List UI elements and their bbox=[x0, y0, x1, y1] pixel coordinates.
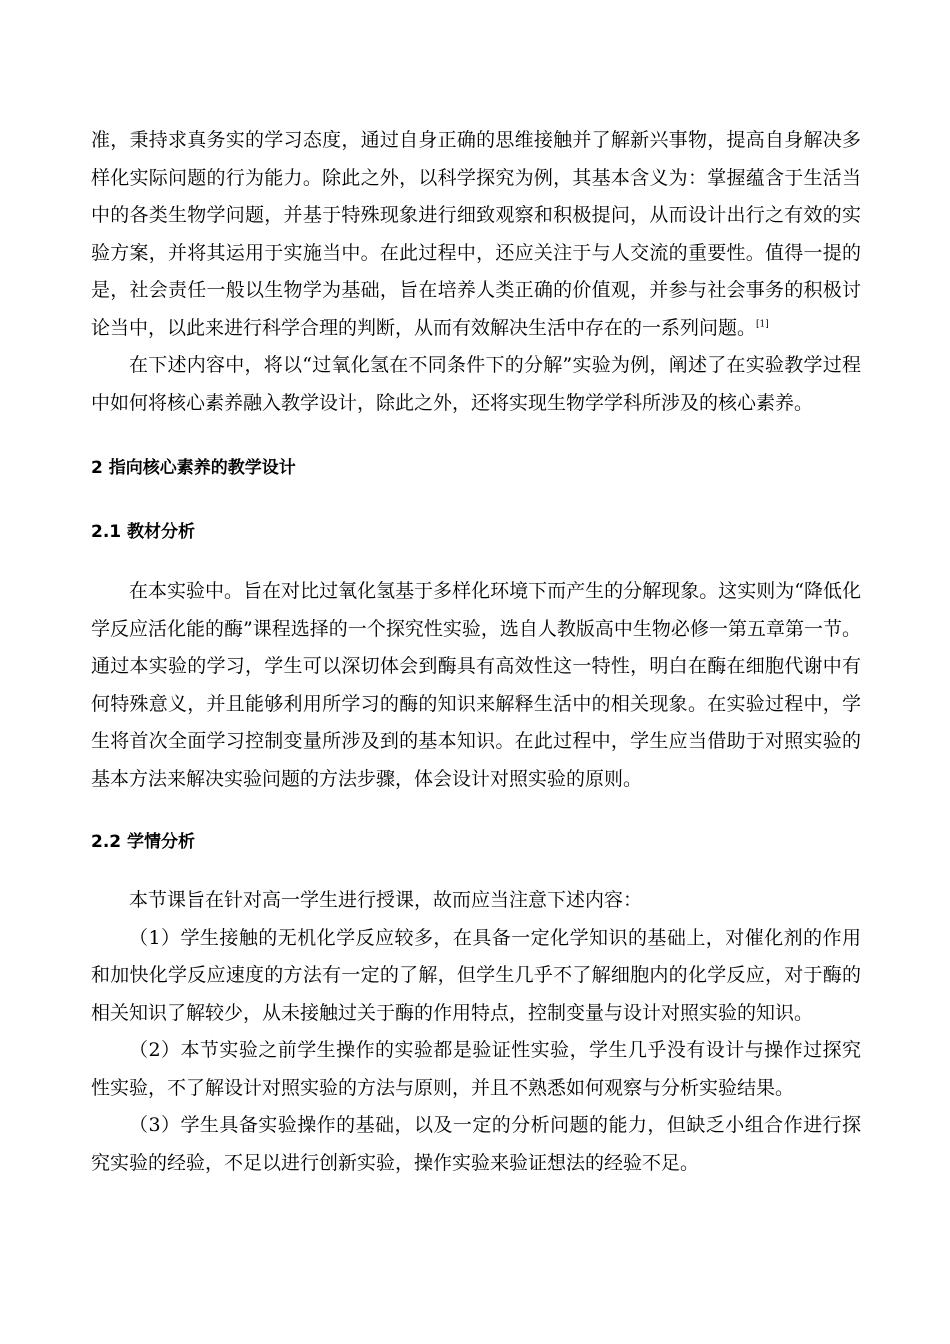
paragraph-student-point-2: （2）本节实验之前学生操作的实验都是验证性实验，学生几乎没有设计与操作过探究性实验，不了解设计对照实验的方法与原则，并且不熟悉如何观察与分析实验结果。 bbox=[91, 1039, 861, 1099]
citation-marker: [1] bbox=[756, 319, 769, 330]
paragraph-text: 准，秉持求真务实的学习态度，通过自身正确的思维接触并了解新兴事物，提高自身解决多样化实际问题的行为能力。除此之外，以科学探究为例，其基本含义为：掌握蕴含于生活当中的各类生物学问题，并基于特殊现象进行细致观察和积极提问，从而设计出行之有效的实验方案，并将其运用于实施当中。在此过程中，还应关注于与人交流的重要性。值得一提的是，社会责任一般以生物学为基础，旨在培养人类正确的价值观，并参与社会事务的积极讨论当中，以此来进行科学合理的判断，从而有效解决生活中存在的一系列问题。 bbox=[91, 129, 861, 339]
document-page bbox=[91, 122, 861, 1182]
section-heading-2-1: 2.1 教材分析 bbox=[91, 522, 196, 542]
paragraph-student-point-3: （3）学生具备实验操作的基础，以及一定的分析问题的能力，但缺乏小组合作进行探究实验的经验，不足以进行创新实验，操作实验来验证想法的经验不足。 bbox=[91, 1114, 861, 1174]
paragraph-core-literacy-continued bbox=[91, 122, 861, 347]
paragraph-student-analysis-intro: 本节课旨在针对高一学生进行授课，故而应当注意下述内容： bbox=[129, 889, 643, 911]
paragraph-intro-experiment: 在下述内容中，将以“过氧化氢在不同条件下的分解”实验为例，阐述了在实验教学过程中如何将核心素养融入教学设计，除此之外，还将实现生物学学科所涉及的核心素养。 bbox=[91, 354, 861, 414]
paragraph-student-point-1: （1）学生接触的无机化学反应较多，在具备一定化学知识的基础上，对催化剂的作用和加快化学反应速度的方法有一定的了解，但学生几乎不了解细胞内的化学反应，对于酶的相关知识了解较少，从未接触过关于酶的作用特点，控制变量与设计对照实验的知识。 bbox=[91, 926, 861, 1024]
section-heading-2: 2 指向核心素养的教学设计 bbox=[91, 458, 296, 478]
paragraph-textbook-analysis: 在本实验中。旨在对比过氧化氢基于多样化环境下而产生的分解现象。这实则为“降低化学反应活化能的酶”课程选择的一个探究性实验，选自人教版高中生物必修一第五章第一节。通过本实验的学习，学生可以深切体会到酶具有高效性这一特性，明白在酶在细胞代谢中有何特殊意义，并且能够利用所学习的酶的知识来解释生活中的相关现象。在实验过程中，学生将首次全面学习控制变量所涉及到的基本知识。在此过程中，学生应当借助于对照实验的基本方法来解决实验问题的方法步骤，体会设计对照实验的原则。 bbox=[91, 580, 861, 790]
section-heading-2-2: 2.2 学情分析 bbox=[91, 832, 196, 852]
